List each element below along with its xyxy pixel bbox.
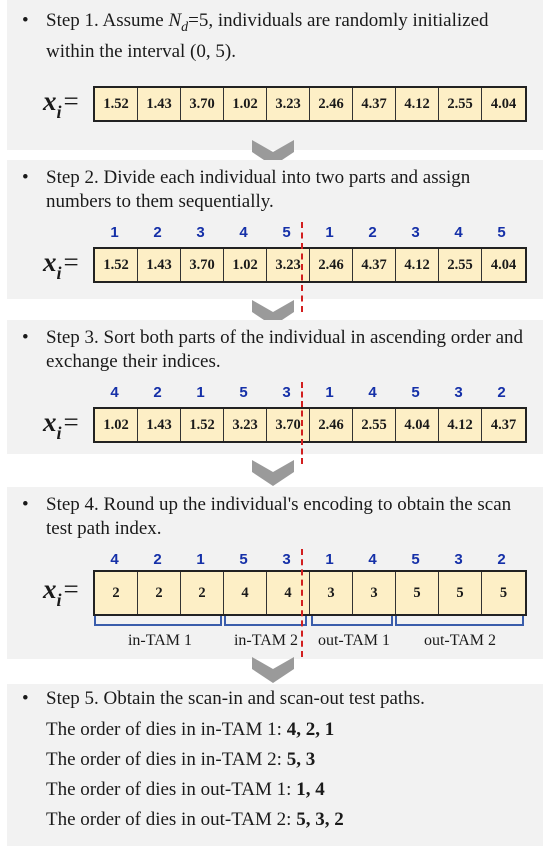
step-5-panel — [7, 684, 543, 846]
step-5-description — [22, 687, 532, 713]
bullet: • — [22, 10, 29, 31]
x-i-label: $x_i=$ — [43, 86, 79, 122]
value-cell: 1.02 — [224, 88, 267, 120]
individual-array — [93, 247, 527, 283]
x-i-label: $x_i=$ — [43, 247, 79, 283]
index-label: 4 — [368, 551, 377, 568]
value-cell: 4.04 — [396, 409, 439, 441]
value-cell: 2.55 — [439, 88, 482, 120]
index-label: 2 — [497, 551, 506, 568]
group-label-out-tam-2: out-TAM 2 — [423, 632, 497, 649]
value-cell: 2.55 — [353, 409, 396, 441]
x-i-label: $x_i=$ — [43, 574, 79, 610]
step-2-text: Step 2. Divide each individual into two parts and assign numbers to them sequentially. — [46, 167, 471, 212]
step-2-description — [22, 166, 532, 216]
value-cell: 3.70 — [267, 409, 310, 441]
index-label: 5 — [239, 384, 248, 401]
value-cell: 4.12 — [396, 88, 439, 120]
step-2-panel — [7, 160, 543, 299]
part-divider-line — [301, 549, 303, 657]
index-label: 4 — [239, 224, 248, 241]
x-i-label: $x_i=$ — [43, 407, 79, 443]
value-cell: 4.37 — [482, 409, 525, 441]
index-label: 1 — [325, 224, 334, 241]
index-row — [93, 384, 525, 402]
index-label: 4 — [454, 224, 463, 241]
index-label: 3 — [196, 224, 205, 241]
index-label: 1 — [325, 551, 334, 568]
index-row — [93, 551, 525, 569]
index-label: 5 — [497, 224, 506, 241]
step-1-panel — [7, 0, 543, 150]
step-3-text: Step 3. Sort both parts of the individual in ascending order and exchange their indices. — [46, 327, 524, 372]
variable-n: N — [168, 10, 182, 31]
step-1-text-b: =5, individuals are randomly initialized within the interval (0, 5). — [46, 10, 489, 62]
value-cell: 5 — [482, 572, 525, 614]
tam-group-brackets — [93, 615, 525, 629]
bullet: • — [22, 688, 29, 709]
value-cell: 2.46 — [310, 88, 353, 120]
value-cell: 1.52 — [95, 88, 138, 120]
step-4-panel — [7, 487, 543, 659]
index-label: 3 — [454, 384, 463, 401]
individual-array — [93, 86, 527, 122]
index-label: 5 — [411, 551, 420, 568]
index-label: 4 — [110, 551, 119, 568]
bullet: • — [22, 167, 29, 188]
index-label: 3 — [282, 551, 291, 568]
step-4-text: Step 4. Round up the individual's encoding to obtain the scan test path index. — [46, 494, 512, 539]
index-label: 4 — [368, 384, 377, 401]
step-3-panel — [7, 320, 543, 454]
group-label-in-tam-2: in-TAM 2 — [233, 632, 299, 649]
value-cell: 3.23 — [267, 249, 310, 281]
value-cell: 3.70 — [181, 88, 224, 120]
value-cell: 4.12 — [439, 409, 482, 441]
variable-n-subscript: d — [181, 19, 189, 35]
result-out-tam-2: The order of dies in out-TAM 2: 5, 3, 2 — [46, 809, 344, 830]
index-label: 1 — [196, 551, 205, 568]
value-cell: 1.43 — [138, 409, 181, 441]
index-row — [93, 224, 525, 242]
value-cell: 3.70 — [181, 249, 224, 281]
bullet: • — [22, 327, 29, 348]
result-in-tam-2: The order of dies in in-TAM 2: 5, 3 — [46, 749, 316, 770]
down-chevron-icon — [252, 657, 294, 683]
value-cell: 3.23 — [224, 409, 267, 441]
value-cell: 1.43 — [138, 88, 181, 120]
index-label: 1 — [110, 224, 119, 241]
encoding-array — [93, 570, 527, 616]
index-label: 3 — [411, 224, 420, 241]
value-cell: 2.46 — [310, 249, 353, 281]
down-chevron-icon — [252, 460, 294, 486]
result-in-tam-1: The order of dies in in-TAM 1: 4, 2, 1 — [46, 719, 335, 740]
step-3-description — [22, 326, 532, 376]
part-divider-line — [301, 222, 303, 312]
value-cell: 3 — [310, 572, 353, 614]
index-label: 1 — [325, 384, 334, 401]
index-label: 5 — [282, 224, 291, 241]
index-label: 3 — [454, 551, 463, 568]
value-cell: 4.04 — [482, 249, 525, 281]
value-cell: 1.02 — [95, 409, 138, 441]
index-label: 5 — [239, 551, 248, 568]
value-cell: 3 — [353, 572, 396, 614]
value-cell: 1.52 — [181, 409, 224, 441]
value-cell: 1.52 — [95, 249, 138, 281]
value-cell: 2 — [95, 572, 138, 614]
value-cell: 2 — [181, 572, 224, 614]
group-label-out-tam-1: out-TAM 1 — [317, 632, 391, 649]
index-label: 2 — [153, 224, 162, 241]
value-cell: 5 — [396, 572, 439, 614]
step-5-text: Step 5. Obtain the scan-in and scan-out test paths. — [46, 688, 425, 709]
value-cell: 4 — [224, 572, 267, 614]
step-1-text-a: Step 1. Assume — [46, 10, 169, 31]
index-label: 1 — [196, 384, 205, 401]
value-cell: 1.02 — [224, 249, 267, 281]
value-cell: 4.12 — [396, 249, 439, 281]
step-4-description — [22, 493, 532, 543]
value-cell: 5 — [439, 572, 482, 614]
index-label: 2 — [153, 384, 162, 401]
index-label: 2 — [497, 384, 506, 401]
step-1-description — [22, 9, 532, 62]
value-cell: 4.04 — [482, 88, 525, 120]
index-label: 4 — [110, 384, 119, 401]
index-label: 2 — [368, 224, 377, 241]
bullet: • — [22, 494, 29, 515]
value-cell: 3.23 — [267, 88, 310, 120]
index-label: 3 — [282, 384, 291, 401]
value-cell: 2.55 — [439, 249, 482, 281]
value-cell: 4.37 — [353, 88, 396, 120]
index-label: 2 — [153, 551, 162, 568]
index-label: 5 — [411, 384, 420, 401]
value-cell: 4.37 — [353, 249, 396, 281]
value-cell: 1.43 — [138, 249, 181, 281]
value-cell: 2.46 — [310, 409, 353, 441]
part-divider-line — [301, 382, 303, 464]
value-cell: 4 — [267, 572, 310, 614]
group-label-in-tam-1: in-TAM 1 — [127, 632, 193, 649]
result-out-tam-1: The order of dies in out-TAM 1: 1, 4 — [46, 779, 325, 800]
value-cell: 2 — [138, 572, 181, 614]
individual-array — [93, 407, 527, 443]
